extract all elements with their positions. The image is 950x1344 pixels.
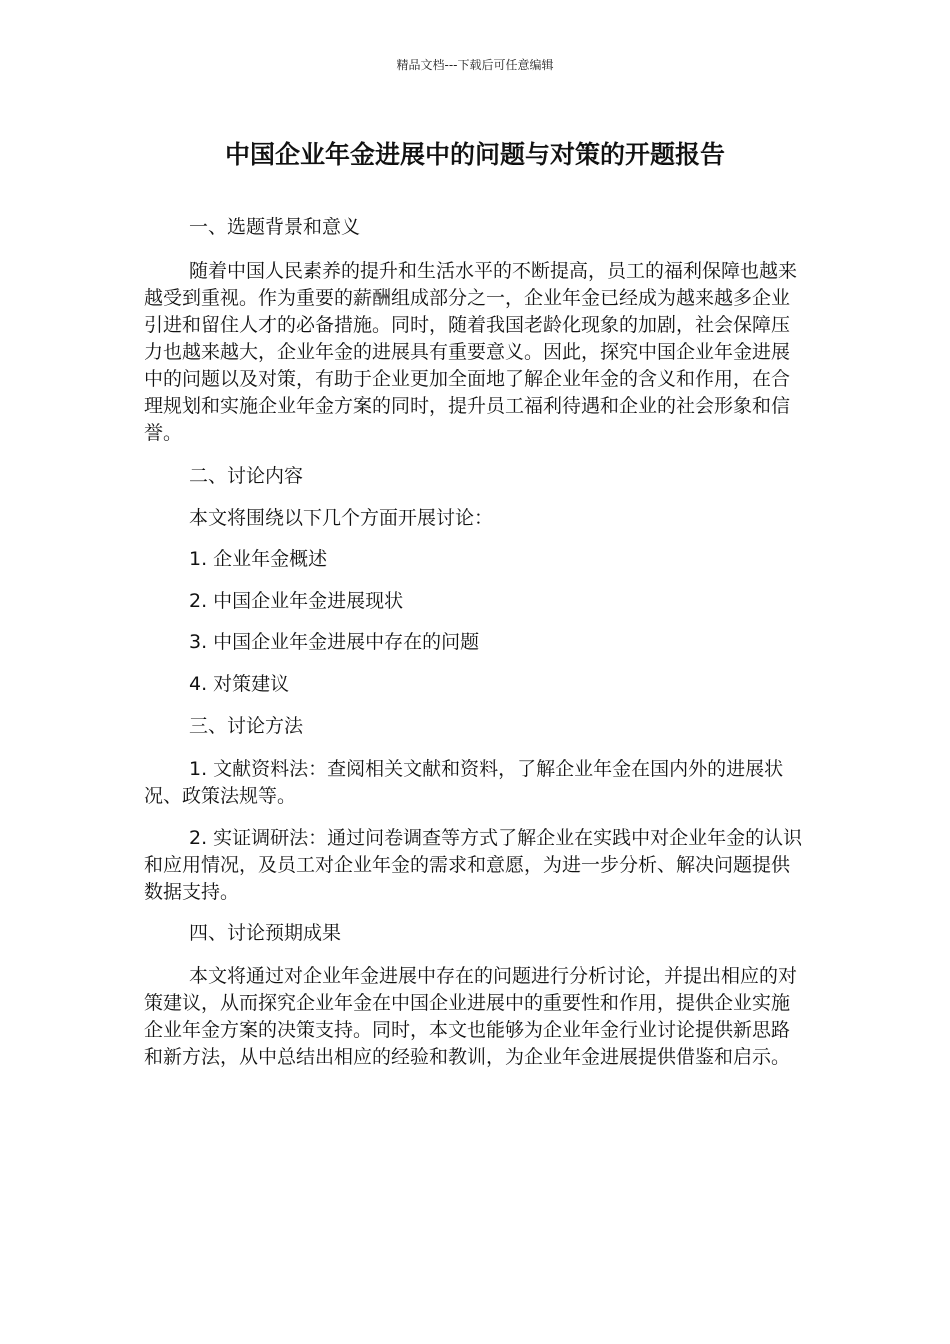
outcomes-paragraph: 本文将通过对企业年金进展中存在的问题进行分析讨论，并提出相应的对策建议，从而探究企业年金在中国企业进展中的重要性和作用，提供企业实施企业年金方案的决策支持。同时，本文也能够为企业年金行业讨论提供新思路和新方法，从中总结出相应的经验和教训，为企业年金进展提供借鉴和启示。 xyxy=(144,965,798,1068)
section-heading-content: 二、讨论内容 xyxy=(189,465,304,487)
header-note: 精品文档---下载后可任意编辑 xyxy=(396,58,554,72)
content-intro: 本文将围绕以下几个方面开展讨论： xyxy=(189,507,494,529)
document-title: 中国企业年金进展中的问题与对策的开题报告 xyxy=(224,140,725,169)
method-literature: 1. 文献资料法：查阅相关文献和资料，了解企业年金在国内外的进展状况、政策法规等。 xyxy=(144,758,784,807)
method-survey: 2. 实证调研法：通过问卷调查等方式了解企业在实践中对企业年金的认识和应用情况，及员工对企业年金的需求和意愿，为进一步分析、解决问题提供数据支持。 xyxy=(144,827,803,903)
section-heading-outcomes: 四、讨论预期成果 xyxy=(189,922,342,944)
content-item-1: 1. 企业年金概述 xyxy=(189,548,328,570)
section-heading-method: 三、讨论方法 xyxy=(189,715,304,737)
content-item-4: 4. 对策建议 xyxy=(189,673,290,695)
section-heading-background: 一、选题背景和意义 xyxy=(189,216,361,238)
background-paragraph: 随着中国人民素养的提升和生活水平的不断提高，员工的福利保障也越来越受到重视。作为重要的薪酬组成部分之一，企业年金已经成为越来越多企业引进和留住人才的必备措施。同时，随着我国老龄化现象的加剧，社会保障压力也越来越大，企业年金的进展具有重要意义。因此，探究中国企业年金进展中的问题以及对策，有助于企业更加全面地了解企业年金的含义和作用，在合理规划和实施企业年金方案的同时，提升员工福利待遇和企业的社会形象和信誉。 xyxy=(144,260,798,444)
content-item-2: 2. 中国企业年金进展现状 xyxy=(189,590,404,612)
content-item-3: 3. 中国企业年金进展中存在的问题 xyxy=(189,631,480,653)
